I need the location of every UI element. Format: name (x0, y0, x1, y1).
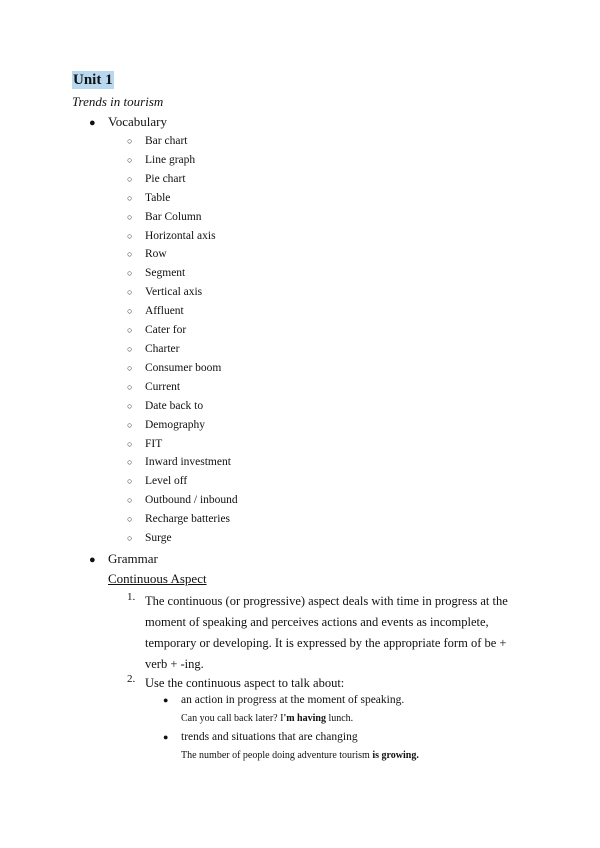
vocabulary-term: Consumer boom (145, 361, 222, 374)
vocabulary-term: Table (145, 191, 171, 204)
circle-bullet-icon: ○ (127, 476, 133, 487)
circle-bullet-icon: ○ (127, 343, 133, 354)
vocabulary-item (127, 321, 238, 340)
vocabulary-term: Bar Column (145, 210, 202, 223)
vocabulary-term: Pie chart (145, 172, 186, 185)
vocabulary-term: Horizontal axis (145, 229, 216, 242)
vocabulary-term: Affluent (145, 305, 184, 318)
circle-bullet-icon: ○ (127, 419, 133, 430)
use-example-2 (181, 750, 419, 761)
grammar-heading: Grammar (108, 551, 158, 566)
vocabulary-term: Demography (145, 418, 206, 431)
vocabulary-term: Row (145, 248, 167, 261)
circle-bullet-icon: ○ (127, 192, 133, 203)
circle-bullet-icon: ○ (127, 230, 133, 241)
vocabulary-item (127, 510, 238, 529)
circle-bullet-icon: ○ (127, 211, 133, 222)
vocabulary-term: Inward investment (145, 456, 231, 469)
point-number: 1. (127, 591, 136, 603)
vocabulary-item (127, 283, 238, 302)
vocabulary-term: Level off (145, 475, 188, 488)
vocabulary-term: Surge (145, 532, 172, 545)
vocabulary-term: Recharge batteries (145, 513, 231, 526)
use-item-2 (163, 731, 358, 743)
vocabulary-term: Date back to (145, 399, 204, 412)
example-text: The number of people doing adventure tourism (181, 750, 373, 761)
circle-bullet-icon: ○ (127, 514, 133, 525)
vocabulary-item (127, 189, 238, 208)
vocabulary-item (127, 302, 238, 321)
vocabulary-item (127, 435, 238, 454)
vocabulary-term: Outbound / inbound (145, 494, 238, 507)
use-item-1 (163, 694, 404, 706)
circle-bullet-icon: ○ (127, 325, 133, 336)
circle-bullet-icon: ○ (127, 495, 133, 506)
topic-subtitle: Trends in tourism (72, 94, 164, 109)
vocabulary-item (127, 132, 238, 151)
example-text: Can you call back later? I (181, 713, 284, 724)
vocabulary-heading: Vocabulary (108, 114, 167, 129)
vocabulary-term: FIT (145, 437, 163, 450)
point-text: Use the continuous aspect to talk about: (145, 676, 345, 690)
circle-bullet-icon: ○ (127, 249, 133, 260)
grammar-section-heading (89, 550, 158, 569)
circle-bullet-icon: ○ (127, 268, 133, 279)
vocabulary-item (127, 359, 238, 378)
vocabulary-term: Line graph (145, 153, 196, 166)
vocabulary-item (127, 472, 238, 491)
vocabulary-item (127, 378, 238, 397)
circle-bullet-icon: ○ (127, 438, 133, 449)
vocabulary-term: Charter (145, 342, 180, 355)
unit-title: Unit 1 (73, 72, 113, 88)
use-example-1 (181, 713, 353, 724)
use-text: an action in progress at the moment of speaking. (181, 694, 405, 706)
circle-bullet-icon: ○ (127, 136, 133, 146)
vocabulary-term: Segment (145, 267, 186, 280)
circle-bullet-icon: ○ (127, 154, 133, 165)
vocabulary-item (127, 416, 238, 435)
circle-bullet-icon: ○ (127, 381, 133, 392)
vocabulary-section-heading (89, 113, 167, 132)
circle-bullet-icon: ○ (127, 457, 133, 468)
example-emphasis: is growing. (372, 750, 419, 761)
vocabulary-term: Vertical axis (145, 286, 203, 299)
vocabulary-item (127, 340, 238, 359)
vocabulary-term: Current (145, 380, 181, 393)
circle-bullet-icon: ○ (127, 362, 133, 373)
circle-bullet-icon: ○ (127, 306, 133, 317)
vocabulary-list (127, 132, 238, 548)
vocabulary-item (127, 170, 238, 189)
bullet-icon: ● (163, 732, 169, 742)
example-text-end: lunch. (325, 713, 354, 724)
vocabulary-item (127, 529, 238, 548)
point-number: 2. (127, 673, 136, 685)
point-text: The continuous (or progressive) aspect deals with time in progress at the moment of speaking and perceives actions and events as incomplete, temporary or developing. It is expressed by the appropriate form of be + verb + -ing. (145, 594, 508, 671)
circle-bullet-icon: ○ (127, 173, 133, 184)
circle-bullet-icon: ○ (127, 533, 133, 544)
use-text: trends and situations that are changing (181, 731, 358, 743)
vocabulary-item (127, 208, 238, 227)
continuous-aspect-heading: Continuous Aspect (108, 571, 207, 586)
circle-bullet-icon: ○ (127, 400, 133, 411)
vocabulary-item (127, 264, 238, 283)
bullet-icon: ● (163, 695, 169, 705)
vocabulary-item (127, 227, 238, 246)
vocabulary-item (127, 397, 238, 416)
example-emphasis: 'm having (283, 713, 326, 724)
bullet-icon: ● (89, 554, 96, 566)
vocabulary-item (127, 245, 238, 264)
vocabulary-term: Cater for (145, 324, 187, 337)
vocabulary-term: Bar chart (145, 135, 188, 147)
circle-bullet-icon: ○ (127, 287, 133, 298)
vocabulary-item (127, 453, 238, 472)
vocabulary-item (127, 151, 238, 170)
bullet-icon: ● (89, 117, 96, 129)
vocabulary-item (127, 491, 238, 510)
